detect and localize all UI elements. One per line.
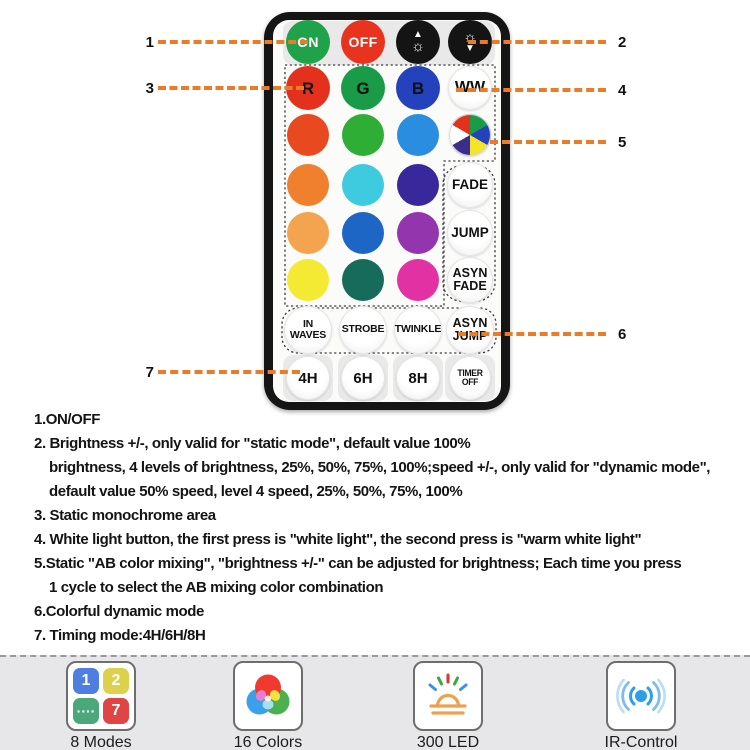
callout-number-7: 7 xyxy=(145,364,154,381)
callout-number-1: 1 xyxy=(145,34,154,51)
twinkle-button[interactable] xyxy=(394,306,442,354)
in-waves-button[interactable] xyxy=(284,306,332,354)
callout-number-4: 4 xyxy=(618,82,627,99)
color-button[interactable] xyxy=(397,164,439,206)
note-line: default value 50% speed, level 4 speed, 25%, 50%, 75%, 100% xyxy=(49,483,463,500)
asyn-fade-label1: ASYN xyxy=(452,266,488,280)
ww-label: WW xyxy=(454,79,486,96)
red-label: R xyxy=(301,78,315,98)
color-button[interactable] xyxy=(342,212,384,254)
mode-tile-1: 1 xyxy=(73,668,99,694)
arrow-down-icon: ▼ xyxy=(465,43,475,54)
asyn-jump-label2: JUMP xyxy=(452,329,488,343)
callout-number-3: 3 xyxy=(145,80,154,97)
brightness-up-button[interactable] xyxy=(396,20,440,64)
color-button[interactable] xyxy=(287,259,329,301)
strobe-label: STROBE xyxy=(341,323,385,336)
jump-button[interactable] xyxy=(447,210,493,256)
fade-label: FADE xyxy=(451,177,488,193)
color-button[interactable] xyxy=(342,164,384,206)
asyn-fade-button[interactable] xyxy=(447,257,493,303)
timer-6h-button[interactable] xyxy=(341,356,385,400)
callout-line-5 xyxy=(490,140,606,144)
blue-label: B xyxy=(411,78,425,98)
timer-4h-label: 4H xyxy=(298,369,318,387)
note-line: 1 cycle to select the AB mixing color combination xyxy=(49,579,384,596)
green-label: G xyxy=(356,78,370,98)
sun-icon: ☼ xyxy=(411,38,425,55)
on-label: ON xyxy=(297,34,319,50)
callout-line-2 xyxy=(468,40,606,44)
ir-signal-icon xyxy=(606,661,676,731)
callout-number-5: 5 xyxy=(618,134,627,151)
note-line: brightness, 4 levels of brightness, 25%, 50%, 75%, 100%;speed +/-, only valid for "dynamic mode", xyxy=(49,459,711,476)
in-waves-label2: WAVES xyxy=(289,329,327,341)
color-button[interactable] xyxy=(287,114,329,156)
feature-strip xyxy=(0,655,750,750)
feature-label: IR-Control xyxy=(604,734,678,750)
mode-tile-dots: ···· xyxy=(73,698,99,724)
remote-face xyxy=(273,20,501,402)
asyn-jump-button[interactable] xyxy=(446,306,494,354)
remote-control xyxy=(264,12,510,410)
callout-line-7 xyxy=(158,370,300,374)
feature-label: 16 Colors xyxy=(233,734,303,750)
timer-8h-label: 8H xyxy=(408,369,428,387)
jump-label: JUMP xyxy=(451,225,489,241)
twinkle-label: TWINKLE xyxy=(394,323,442,336)
in-waves-label1: IN xyxy=(302,317,314,330)
led-lamp-icon xyxy=(413,661,483,731)
note-line: 2. Brightness +/-, only valid for "static mode", default value 100% xyxy=(34,435,471,452)
callout-line-1 xyxy=(158,40,308,44)
note-line: 1.ON/OFF xyxy=(34,411,100,428)
color-button[interactable] xyxy=(342,114,384,156)
timer-off-button[interactable] xyxy=(449,356,491,400)
feature-label: 8 Modes xyxy=(70,734,132,750)
fade-button[interactable] xyxy=(447,162,493,208)
callout-line-3 xyxy=(158,86,304,90)
off-button[interactable] xyxy=(341,20,385,64)
note-line: 6.Colorful dynamic mode xyxy=(34,603,204,620)
note-line: 7. Timing mode:4H/6H/8H xyxy=(34,627,206,644)
color-button[interactable] xyxy=(287,164,329,206)
strobe-button[interactable] xyxy=(339,306,387,354)
color-button[interactable] xyxy=(342,259,384,301)
mode-tile-7: 7 xyxy=(103,698,129,724)
note-line: 5.Static "AB color mixing", "brightness +/-" can be adjusted for brightness; Each time you press xyxy=(34,555,682,572)
green-button[interactable] xyxy=(341,66,385,110)
feature-300-led xyxy=(388,661,508,750)
feature-16-colors xyxy=(208,661,328,750)
color-button[interactable] xyxy=(397,114,439,156)
color-button[interactable] xyxy=(397,212,439,254)
note-line: 3. Static monochrome area xyxy=(34,507,216,524)
feature-8-modes xyxy=(41,661,161,750)
timer-6h-label: 6H xyxy=(353,369,373,387)
callout-number-2: 2 xyxy=(618,34,627,51)
off-label: OFF xyxy=(348,34,378,50)
feature-ir-control xyxy=(581,661,701,750)
mode-tile-2: 2 xyxy=(103,668,129,694)
timer-8h-button[interactable] xyxy=(396,356,440,400)
arrow-up-icon: ▲ xyxy=(413,29,423,40)
timer-4h-button[interactable] xyxy=(286,356,330,400)
modes-icon xyxy=(66,661,136,731)
timer-off-label: TIMER OFF xyxy=(457,368,483,387)
asyn-jump-label1: ASYN xyxy=(452,316,488,330)
instruction-notes xyxy=(34,408,750,648)
callout-line-6 xyxy=(458,332,606,336)
color-wheel-button[interactable] xyxy=(449,114,491,156)
callout-number-6: 6 xyxy=(618,326,627,343)
feature-label: 300 LED xyxy=(416,734,480,750)
callout-line-4 xyxy=(456,88,606,92)
sun-icon: ☼ xyxy=(463,29,477,46)
color-button[interactable] xyxy=(397,259,439,301)
color-button[interactable] xyxy=(287,212,329,254)
blue-button[interactable] xyxy=(396,66,440,110)
asyn-fade-label2: FADE xyxy=(453,279,487,293)
note-line: 4. White light button, the first press is "white light", the second press is "warm white light" xyxy=(34,531,642,548)
rgb-colors-icon xyxy=(233,661,303,731)
